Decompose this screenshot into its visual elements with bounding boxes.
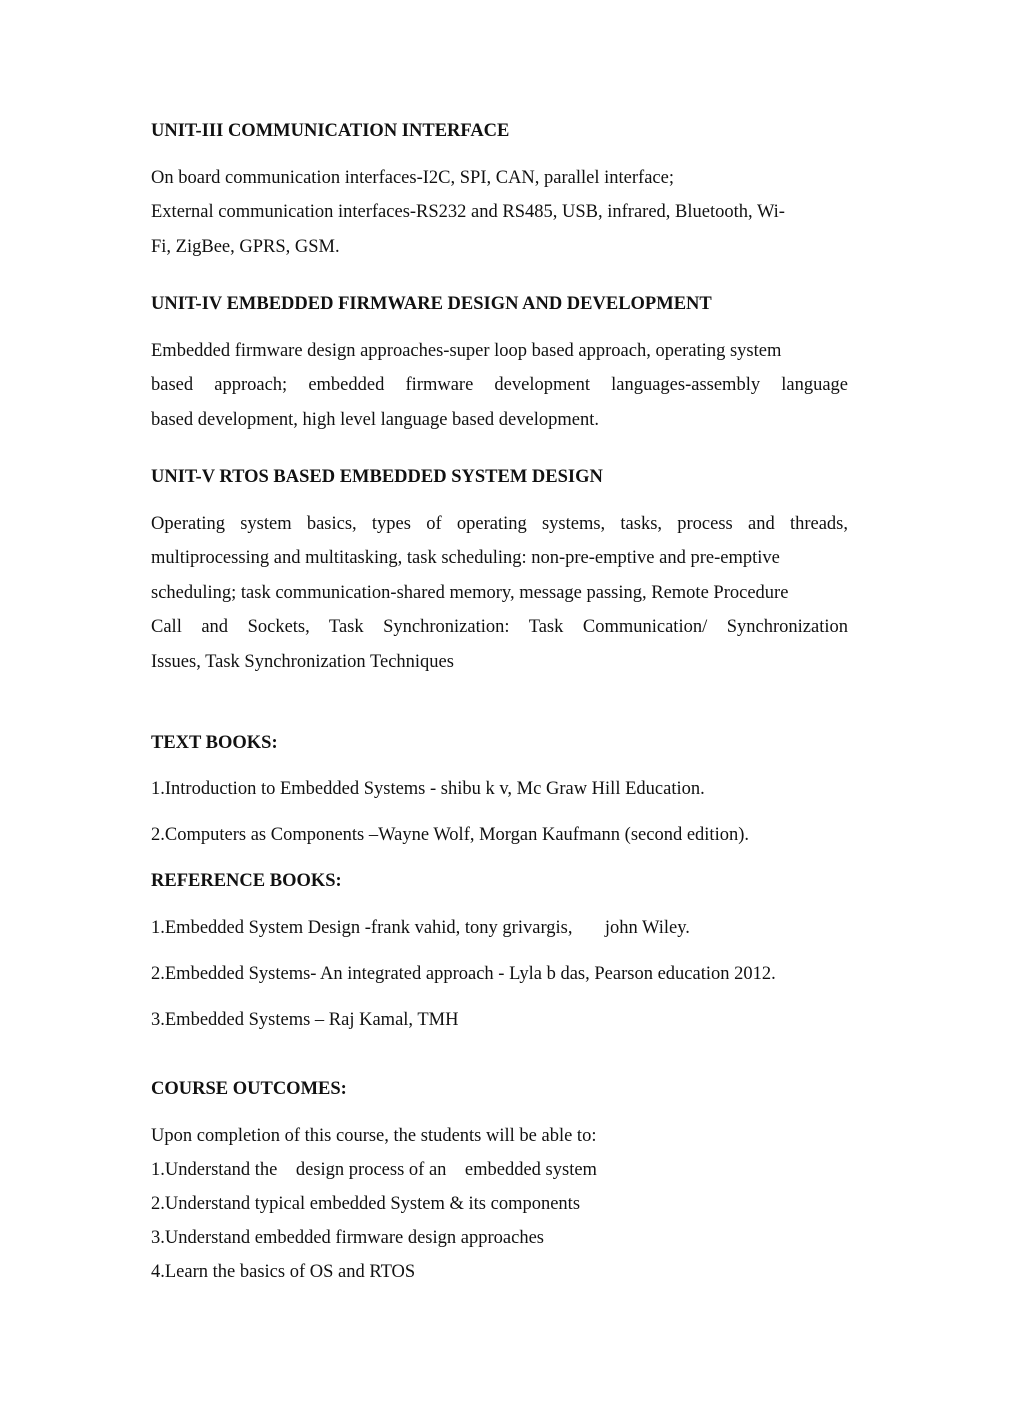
text-book-item-2: 2.Computers as Components –Wayne Wolf, Morgan Kaufmann (second edition). — [151, 825, 749, 845]
reference-book-item-3: 3.Embedded Systems – Raj Kamal, TMH — [151, 1010, 459, 1030]
unit-5-line-1: Operating system basics, types of operating systems, tasks, process and threads, — [151, 514, 848, 534]
text-book-item-1: 1.Introduction to Embedded Systems - shibu k v, Mc Graw Hill Education. — [151, 779, 705, 799]
course-outcome-item-1: 1.Understand the design process of an embedded system — [151, 1160, 597, 1180]
unit-5-line-3: scheduling; task communication-shared memory, message passing, Remote Procedure — [151, 583, 789, 603]
unit-5-line-5: Issues, Task Synchronization Techniques — [151, 652, 454, 672]
reference-book-item-1: 1.Embedded System Design -frank vahid, tony grivargis, john Wiley. — [151, 918, 690, 938]
unit-4-line-3: based development, high level language based development. — [151, 410, 599, 430]
course-outcome-item-4: 4.Learn the basics of OS and RTOS — [151, 1262, 416, 1282]
reference-books-heading: REFERENCE BOOKS: — [151, 871, 342, 891]
course-outcomes-intro: Upon completion of this course, the students will be able to: — [151, 1126, 597, 1146]
text-books-heading: TEXT BOOKS: — [151, 733, 278, 753]
course-outcome-item-2: 2.Understand typical embedded System & its components — [151, 1194, 581, 1214]
course-outcome-item-3: 3.Understand embedded firmware design approaches — [151, 1228, 544, 1248]
unit-4-heading: UNIT-IV EMBEDDED FIRMWARE DESIGN AND DEVELOPMENT — [151, 294, 712, 314]
unit-4-line-1: Embedded firmware design approaches-super loop based approach, operating system — [151, 341, 782, 361]
unit-3-line-3: Fi, ZigBee, GPRS, GSM. — [151, 237, 340, 257]
course-outcomes-heading: COURSE OUTCOMES: — [151, 1079, 347, 1099]
unit-3-line-1: On board communication interfaces-I2C, SPI, CAN, parallel interface; — [151, 168, 674, 188]
reference-book-item-2: 2.Embedded Systems- An integrated approach - Lyla b das, Pearson education 2012. — [151, 964, 776, 984]
unit-4-line-2: based approach; embedded firmware development languages-assembly language — [151, 375, 848, 395]
unit-3-heading: UNIT-III COMMUNICATION INTERFACE — [151, 121, 510, 141]
unit-3-line-2: External communication interfaces-RS232 and RS485, USB, infrared, Bluetooth, Wi- — [151, 202, 785, 222]
unit-5-line-4: Call and Sockets, Task Synchronization: Task Communication/ Synchronization — [151, 617, 848, 637]
unit-5-heading: UNIT-V RTOS BASED EMBEDDED SYSTEM DESIGN — [151, 467, 603, 487]
unit-5-line-2: multiprocessing and multitasking, task scheduling: non-pre-emptive and pre-emptive — [151, 548, 780, 568]
